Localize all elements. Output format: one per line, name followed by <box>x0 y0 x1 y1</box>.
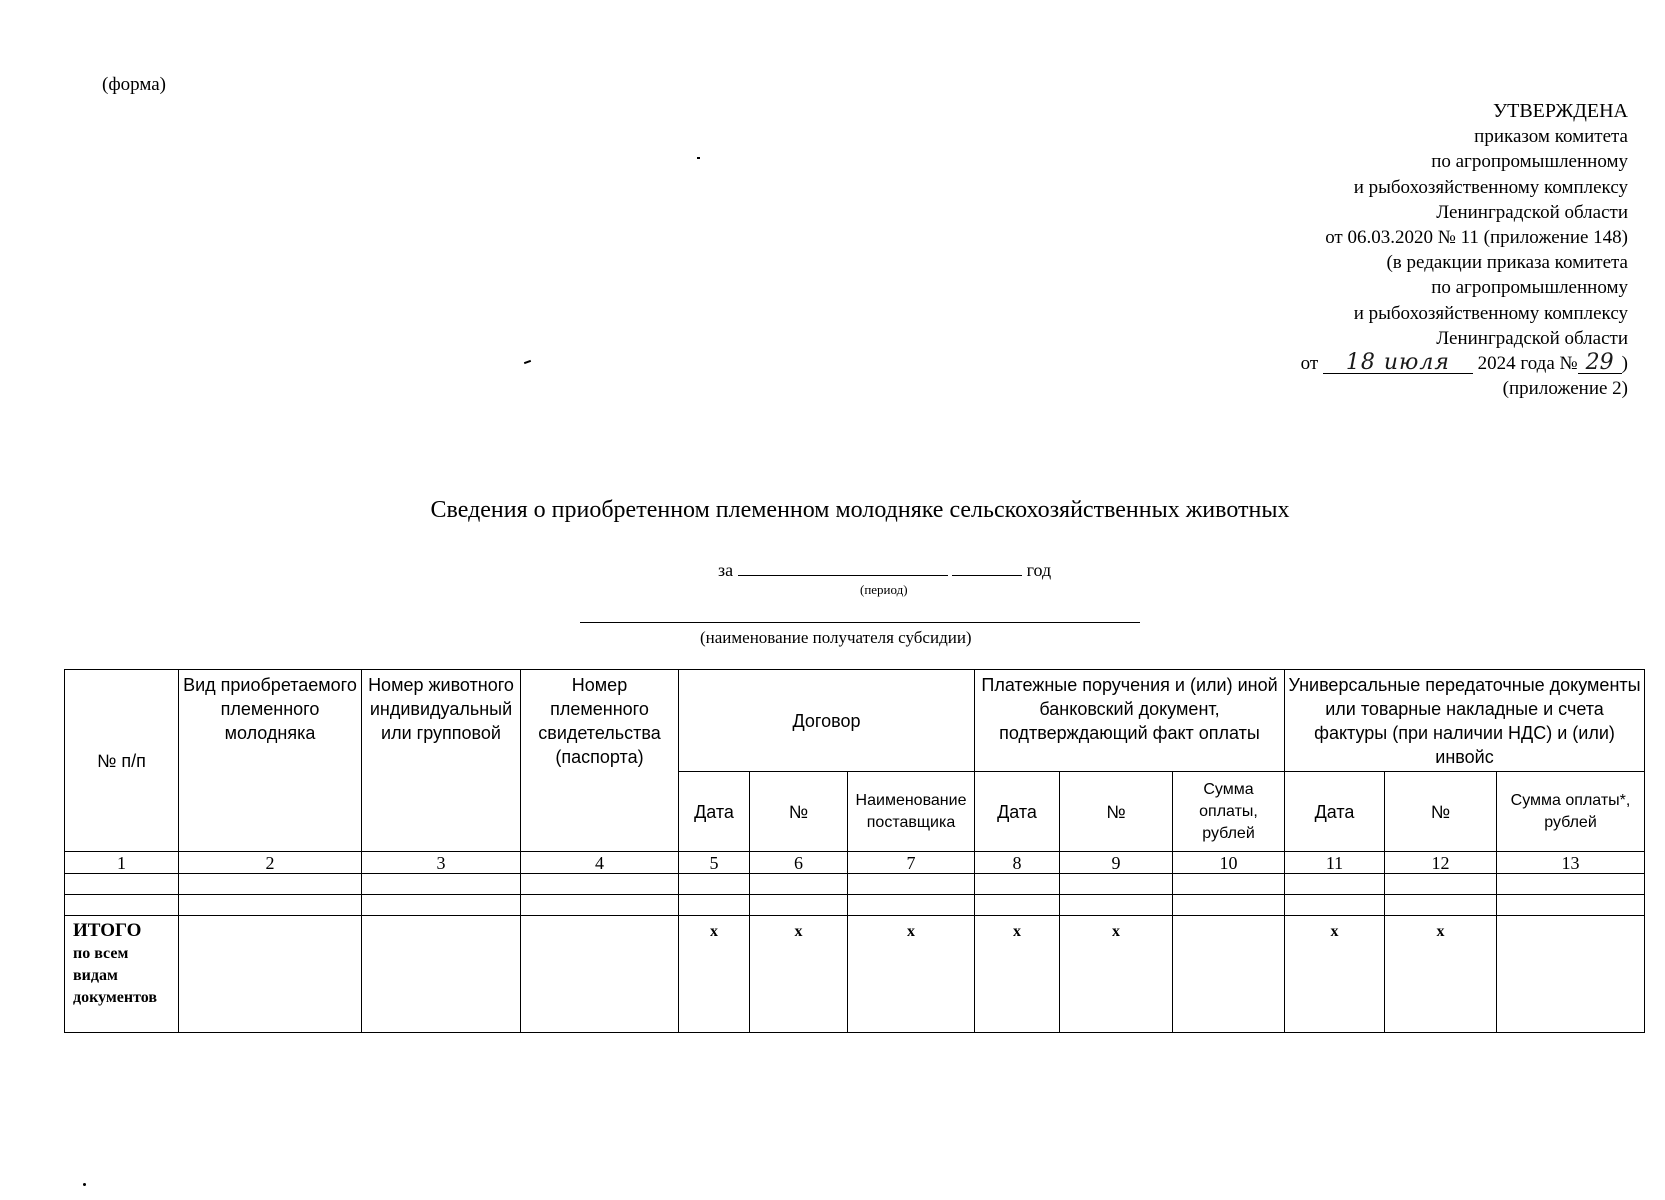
period-suffix: год <box>1026 560 1052 580</box>
header-transfer-docs: Универсальные передаточные документы или товарные накладные и счета фактуры (при наличии НДС) и (или) инвойс <box>1285 670 1645 772</box>
date-suffix: ) <box>1621 353 1628 375</box>
header-certificate: Номер племенного свидетельства (паспорта) <box>521 670 679 852</box>
approval-date-line <box>1068 351 1628 376</box>
total-cell: х <box>750 916 848 1033</box>
empty-cell <box>362 895 521 916</box>
approval-line: и рыбохозяйственному комплексу <box>1353 302 1628 324</box>
total-cell: х <box>1060 916 1173 1033</box>
empty-cell <box>1497 874 1645 895</box>
approval-line: Ленинградской области <box>1436 201 1628 223</box>
approval-stamp-block <box>1068 99 1628 401</box>
header-transfer-no: № <box>1385 772 1497 852</box>
period-row <box>718 560 1051 581</box>
column-number: 9 <box>1060 852 1173 874</box>
empty-cell <box>521 895 679 916</box>
column-number: 6 <box>750 852 848 874</box>
total-cell: х <box>975 916 1060 1033</box>
livestock-table <box>64 669 1645 1033</box>
header-payment-no: № <box>1060 772 1173 852</box>
empty-cell <box>1285 874 1385 895</box>
scan-speck <box>697 157 700 159</box>
header-supplier: Наименование поставщика <box>848 772 975 852</box>
approval-line: приказом комитета <box>1474 126 1628 148</box>
scan-speck <box>83 1183 86 1186</box>
empty-cell <box>975 874 1060 895</box>
column-number: 10 <box>1173 852 1285 874</box>
column-number: 12 <box>1385 852 1497 874</box>
total-cell <box>362 916 521 1033</box>
empty-cell <box>1060 895 1173 916</box>
total-cell: х <box>679 916 750 1033</box>
recipient-blank-line <box>580 622 1140 623</box>
table-row <box>65 895 1645 916</box>
header-num: № п/п <box>65 670 179 852</box>
period-blank <box>738 574 948 576</box>
empty-cell <box>1385 895 1497 916</box>
empty-cell <box>848 874 975 895</box>
empty-cell <box>975 895 1060 916</box>
period-prefix: за <box>718 560 734 580</box>
empty-cell <box>1497 895 1645 916</box>
empty-cell <box>65 874 179 895</box>
total-label <box>65 916 179 1033</box>
empty-cell <box>750 895 848 916</box>
date-middle: 2024 года № <box>1477 353 1578 375</box>
header-payment-date: Дата <box>975 772 1060 852</box>
header-row-1 <box>65 670 1645 772</box>
column-number: 1 <box>65 852 179 874</box>
empty-cell <box>1173 874 1285 895</box>
approval-line: УТВЕРЖДЕНА <box>1492 100 1628 122</box>
header-payment-sum: Сумма оплаты, рублей <box>1173 772 1285 852</box>
header-transfer-date: Дата <box>1285 772 1385 852</box>
handwritten-date: 18 июля <box>1323 353 1473 374</box>
approval-line: по агропромышленному <box>1431 151 1628 173</box>
empty-cell <box>679 895 750 916</box>
recipient-caption: (наименование получателя субсидии) <box>700 628 972 647</box>
empty-cell <box>1173 895 1285 916</box>
year-blank <box>952 574 1022 576</box>
total-cell <box>179 916 362 1033</box>
scan-speck <box>524 360 531 364</box>
empty-cell <box>1385 874 1497 895</box>
handwritten-number: 29 <box>1578 353 1622 374</box>
approval-appendix: (приложение 2) <box>1502 378 1628 400</box>
header-species: Вид приобретаемого племенного молодняка <box>179 670 362 852</box>
total-cell: х <box>1285 916 1385 1033</box>
empty-cell <box>179 874 362 895</box>
form-label: (форма) <box>102 74 167 95</box>
empty-cell <box>848 895 975 916</box>
empty-cell <box>65 895 179 916</box>
column-number: 11 <box>1285 852 1385 874</box>
column-number: 13 <box>1497 852 1645 874</box>
column-number: 2 <box>179 852 362 874</box>
header-contract-no: № <box>750 772 848 852</box>
approval-line: по агропромышленному <box>1431 277 1628 299</box>
empty-cell <box>179 895 362 916</box>
empty-cell <box>750 874 848 895</box>
total-row <box>65 916 1645 1033</box>
empty-cell <box>1285 895 1385 916</box>
approval-line: Ленинградской области <box>1436 327 1628 349</box>
column-number: 5 <box>679 852 750 874</box>
total-cell: х <box>1385 916 1497 1033</box>
total-label-rest: по всем видам документов <box>73 945 157 1006</box>
empty-cell <box>1060 874 1173 895</box>
header-animal-number: Номер животного индивидуальный или групповой <box>362 670 521 852</box>
column-number: 7 <box>848 852 975 874</box>
total-cell <box>521 916 679 1033</box>
date-prefix: от <box>1300 353 1319 375</box>
header-contract-date: Дата <box>679 772 750 852</box>
header-contract: Договор <box>679 670 975 772</box>
header-payment: Платежные поручения и (или) иной банковский документ, подтверждающий факт оплаты <box>975 670 1285 772</box>
empty-cell <box>679 874 750 895</box>
total-cell <box>1173 916 1285 1033</box>
total-cell <box>1497 916 1645 1033</box>
period-caption: (период) <box>860 582 908 597</box>
column-number-row <box>65 852 1645 874</box>
table-row <box>65 874 1645 895</box>
approval-line: и рыбохозяйственному комплексу <box>1353 176 1628 198</box>
approval-line: от 06.03.2020 № 11 (приложение 148) <box>1325 227 1628 249</box>
column-number: 3 <box>362 852 521 874</box>
approval-line: (в редакции приказа комитета <box>1386 252 1628 274</box>
document-title: Сведения о приобретенном племенном молодняке сельскохозяйственных животных <box>430 497 1290 523</box>
column-number: 8 <box>975 852 1060 874</box>
total-cell: х <box>848 916 975 1033</box>
total-label-main: ИТОГО <box>73 920 142 941</box>
header-transfer-sum: Сумма оплаты*, рублей <box>1497 772 1645 852</box>
empty-cell <box>521 874 679 895</box>
column-number: 4 <box>521 852 679 874</box>
empty-cell <box>362 874 521 895</box>
